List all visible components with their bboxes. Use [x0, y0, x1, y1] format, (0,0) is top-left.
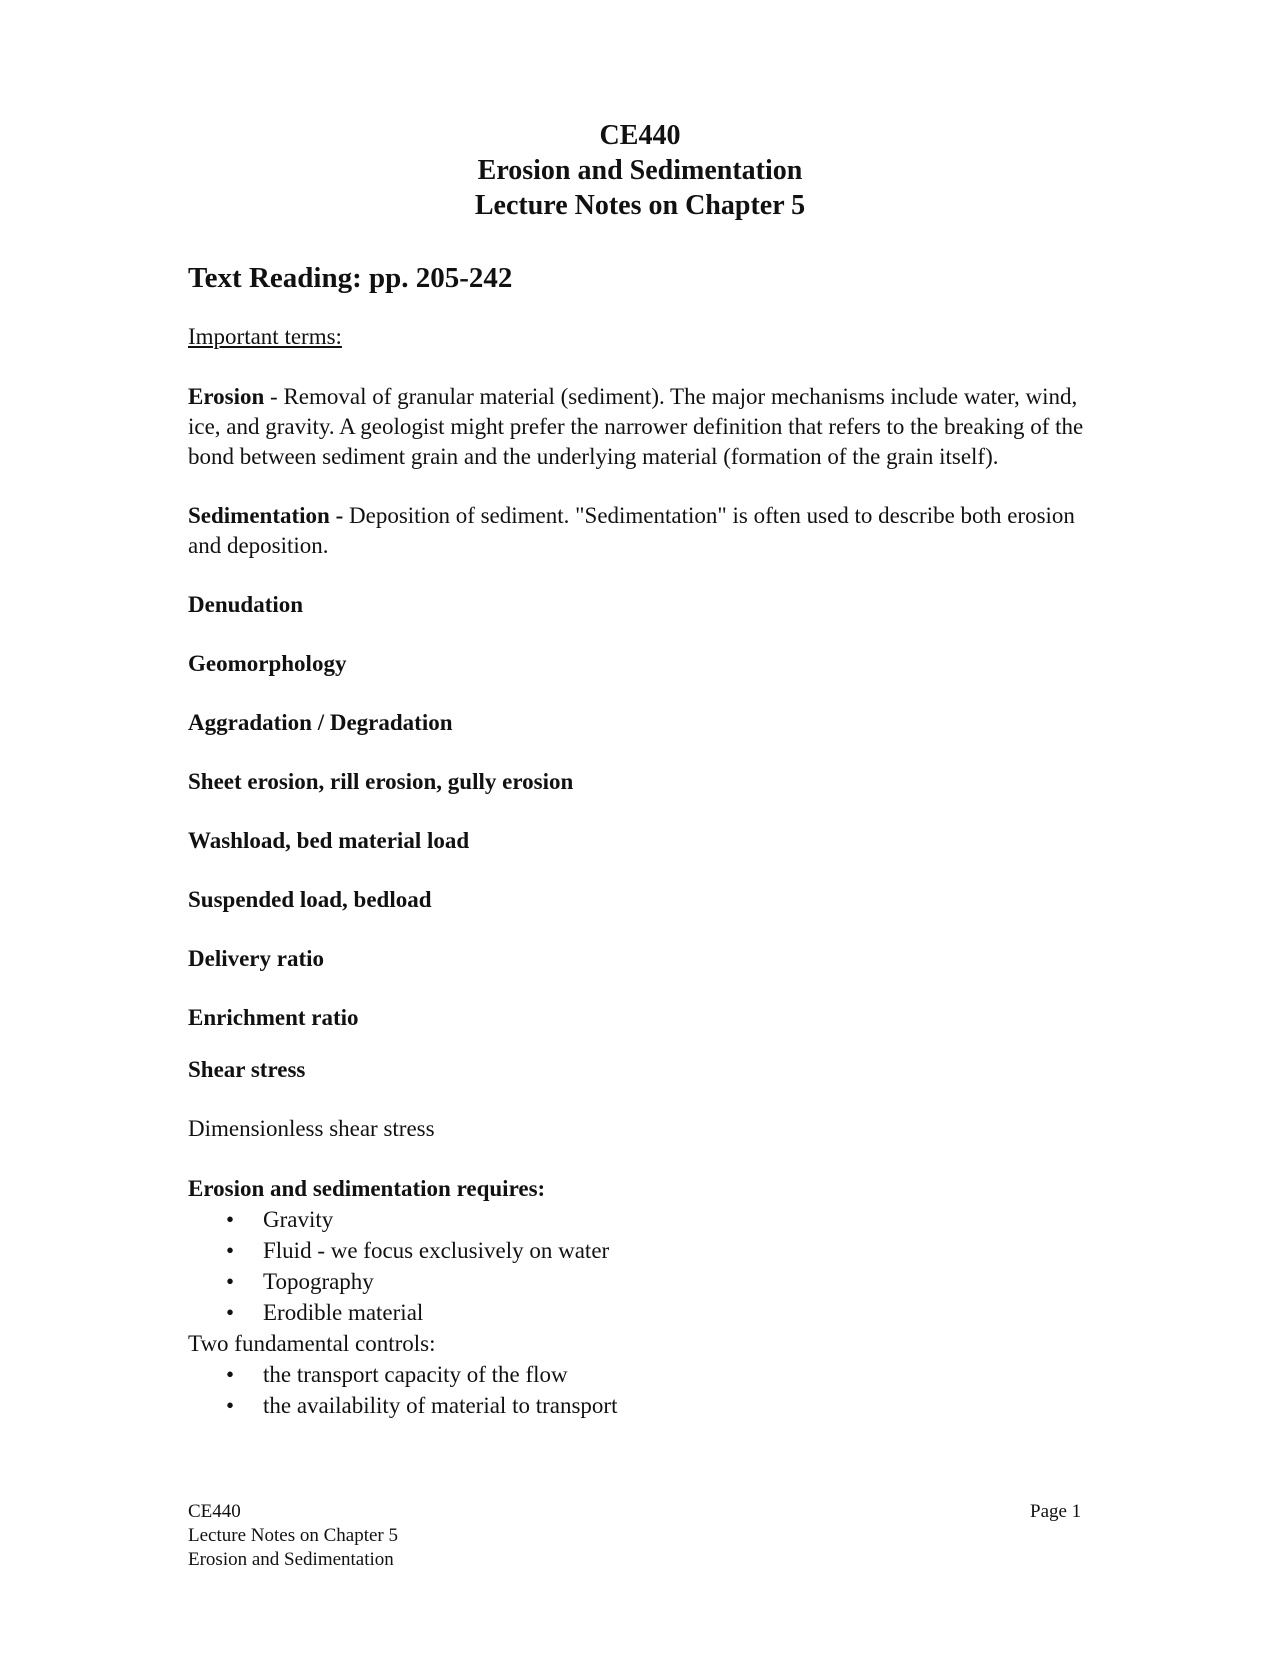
definition-term: Sedimentation -: [188, 503, 344, 528]
list-item: [188, 1390, 1088, 1421]
definition-separator: -: [264, 384, 284, 409]
list-item: [188, 1235, 1088, 1266]
definition-erosion: [188, 382, 1088, 472]
list-item: [188, 1266, 1088, 1297]
document-header: [0, 118, 1280, 223]
term-suspended-load: Suspended load, bedload: [188, 887, 432, 912]
term-erosion-types: Sheet erosion, rill erosion, gully erosion: [188, 769, 574, 794]
bullet-icon: •: [226, 1238, 235, 1263]
definition-term: Erosion: [188, 384, 265, 409]
term-delivery-ratio: Delivery ratio: [188, 946, 325, 971]
term-washload: Washload, bed material load: [188, 828, 470, 853]
lecture-title: Lecture Notes on Chapter 5: [474, 190, 806, 221]
controls-title: Two fundamental controls:: [188, 1331, 436, 1356]
requires-title: Erosion and sedimentation requires:: [188, 1176, 546, 1201]
list-item: [188, 1204, 1088, 1235]
definition-text: Removal of granular material (sediment). The major mechanisms include water, wind, ice, and gravity. A geologist might prefer the narrower definition that refers to the breaking of the bond between sediment grain and the underlying material (formation of the grain itself).: [188, 384, 1084, 469]
list-item-text: Topography: [263, 1269, 374, 1294]
term-shear-stress: Shear stress: [188, 1057, 306, 1082]
footer-lecture: Lecture Notes on Chapter 5: [188, 1525, 398, 1546]
list-item-text: the availability of material to transport: [263, 1393, 618, 1418]
bullet-icon: •: [226, 1393, 235, 1418]
requires-list: [188, 1204, 1088, 1328]
definition-text: Deposition of sediment. "Sedimentation" is often used to describe both erosion and deposition.: [188, 503, 1075, 558]
controls-list: [188, 1359, 1088, 1421]
bullet-icon: •: [226, 1300, 235, 1325]
term-aggradation-degradation: Aggradation / Degradation: [188, 710, 453, 735]
bullet-icon: •: [226, 1269, 235, 1294]
list-item-text: Erodible material: [263, 1300, 424, 1325]
page-footer: [188, 1500, 398, 1572]
bullet-icon: •: [226, 1362, 235, 1387]
terms-heading: Important terms:: [188, 324, 342, 349]
page-number: Page 1: [1030, 1501, 1082, 1522]
list-item-text: Gravity: [263, 1207, 334, 1232]
list-item-text: the transport capacity of the flow: [263, 1362, 568, 1387]
document-body: [188, 260, 1088, 1421]
term-geomorphology: Geomorphology: [188, 651, 347, 676]
definition-sedimentation: [188, 501, 1088, 561]
list-item-text: Fluid - we focus exclusively on water: [263, 1238, 610, 1263]
term-dimensionless-shear-stress: Dimensionless shear stress: [188, 1116, 435, 1141]
footer-course: CE440: [188, 1501, 241, 1522]
list-item: [188, 1359, 1088, 1390]
course-title: Erosion and Sedimentation: [477, 155, 803, 186]
term-enrichment-ratio: Enrichment ratio: [188, 1005, 359, 1030]
bullet-icon: •: [226, 1207, 235, 1232]
course-code: CE440: [599, 120, 681, 151]
term-denudation: Denudation: [188, 592, 304, 617]
list-item: [188, 1297, 1088, 1328]
text-reading: Text Reading: pp. 205-242: [188, 262, 513, 294]
footer-title: Erosion and Sedimentation: [188, 1549, 394, 1570]
